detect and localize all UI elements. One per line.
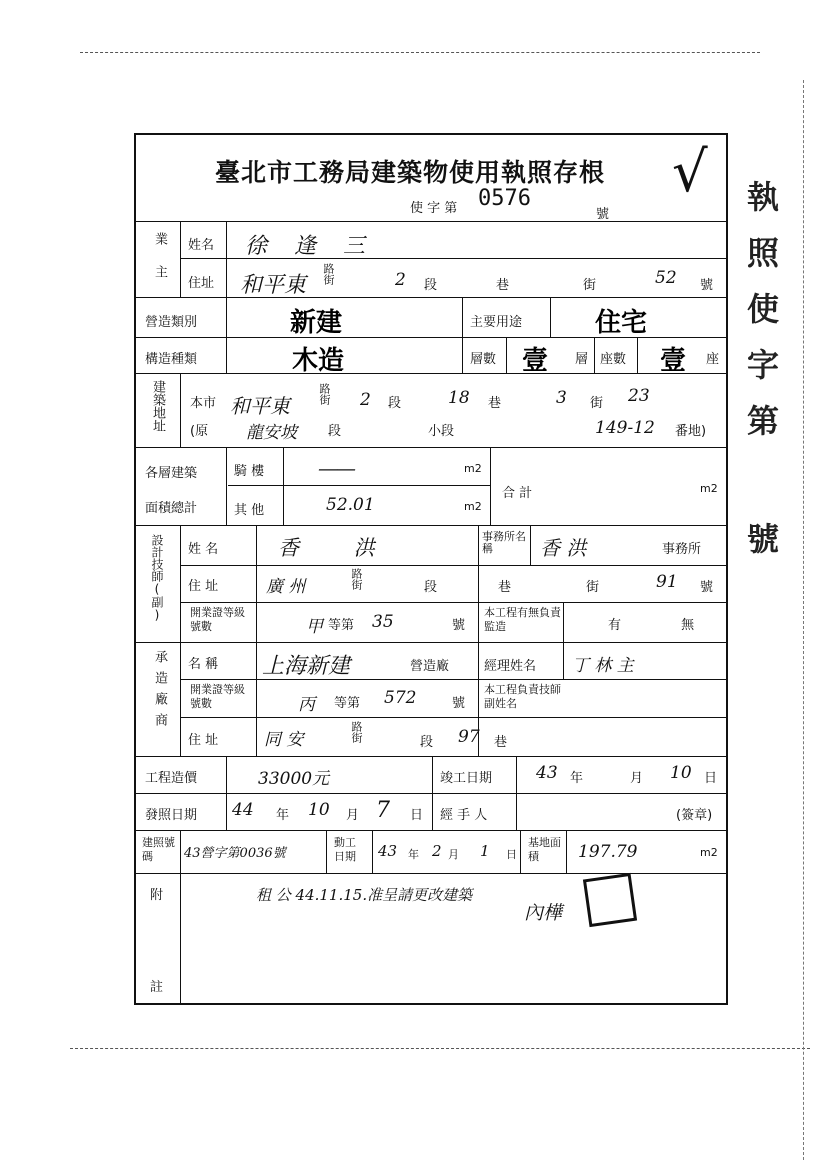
site-land-suffix: 番地) [675, 424, 707, 439]
designer-name: 香 洪 [278, 536, 399, 560]
designer-license-label: 開業證等級號數 [190, 606, 245, 633]
manager-name: 丁 林 主 [572, 656, 634, 676]
designer-addr-no: 91 [656, 572, 678, 592]
contractor-name-suffix: 營造廠 [410, 659, 450, 674]
official-stamp [583, 873, 637, 927]
owner-section-no: 2 [395, 270, 406, 290]
area-label-b: 面積總計 [145, 501, 198, 516]
designer-grade-text: 等第 [328, 618, 355, 633]
site-duan: 段 [388, 396, 402, 411]
permit-suffix: 號 [596, 207, 610, 222]
notes-label-top: 附 [150, 888, 164, 903]
other-value: 52.01 [326, 495, 375, 515]
start-year: 43 [378, 842, 398, 860]
permit-label: 使 字 第 [410, 201, 458, 216]
issue-month: 10 [308, 800, 330, 820]
site-xiang: 巷 [488, 396, 502, 411]
engineer-label: 本工程負責技師副姓名 [484, 683, 561, 710]
base-label: 基地面積 [528, 836, 561, 863]
arcade-label: 騎 樓 [234, 464, 265, 479]
contractor-license-label: 開業證等級號數 [190, 683, 245, 710]
designer-label: 設計技師(副) [150, 534, 164, 622]
issue-yue: 月 [346, 808, 360, 823]
site-land-no: 149-12 [595, 418, 655, 438]
designer-office-suffix: 事務所 [662, 542, 702, 557]
form-title: 臺北市工務局建築物使用執照存根 [215, 158, 606, 187]
floors-label: 層數 [470, 352, 497, 367]
contractor-addr-label: 住 址 [188, 733, 219, 748]
blocks-value: 壹 [660, 346, 687, 376]
site-alley: 3 [556, 388, 567, 408]
designer-license-no: 35 [372, 612, 394, 632]
handler-label: 經 手 人 [440, 808, 488, 823]
site-jie: 街 [590, 396, 604, 411]
owner-name-label: 姓名 [188, 238, 215, 253]
build-type-value: 新建 [290, 308, 343, 338]
designer-license-hao: 號 [452, 618, 466, 633]
permit-number: 0576 [478, 186, 531, 211]
scan-edge-bottom [70, 1048, 810, 1049]
contractor-name-label: 名 稱 [188, 657, 219, 672]
site-duan2: 段 [328, 424, 342, 439]
area-label-a: 各層建築 [145, 466, 198, 481]
total-label: 合 計 [502, 486, 533, 501]
issue-label: 發照日期 [145, 808, 198, 823]
designer-grade: 甲 [306, 617, 323, 637]
designer-jie: 街 [586, 580, 600, 595]
designer-road-label: 路街 [350, 568, 363, 590]
contractor-addr: 同 安 [264, 730, 304, 750]
owner-xiang: 巷 [496, 278, 510, 293]
build-permit-label: 建照號碼 [142, 836, 175, 863]
total-unit: m2 [700, 482, 718, 495]
issue-day: 7 [376, 798, 390, 823]
base-area: 197.79 [578, 842, 638, 862]
complete-nian: 年 [570, 771, 584, 786]
owner-hao: 號 [700, 278, 714, 293]
site-city: 本市 [190, 396, 217, 411]
build-permit-value: 43營字第0036號 [184, 846, 286, 861]
designer-hao: 號 [700, 580, 714, 595]
supervise-label: 本工程有無負責監造 [484, 606, 561, 633]
contractor-grade: 丙 [298, 695, 315, 715]
site-label: 建築地址 [150, 380, 165, 432]
cost-label: 工程造價 [145, 771, 198, 786]
designer-name-label: 姓 名 [188, 542, 219, 557]
seal-label: (簽章) [676, 808, 713, 823]
contractor-lane: 97 [458, 727, 480, 747]
designer-addr-label: 住 址 [188, 579, 219, 594]
site-orig-sec: 龍安坡 [246, 423, 297, 443]
issue-nian: 年 [276, 808, 290, 823]
site-street: 和平東 [230, 394, 290, 418]
base-unit: m2 [700, 846, 718, 859]
owner-duan: 段 [424, 278, 438, 293]
contractor-road-label: 路街 [350, 721, 363, 743]
site-number: 23 [628, 386, 650, 406]
designer-addr-city: 廣 州 [266, 577, 306, 597]
owner-road-label: 路街 [322, 263, 335, 285]
cost-value: 33000元 [258, 769, 330, 789]
floors-value: 壹 [522, 346, 549, 376]
notes-label-bottom: 註 [150, 980, 164, 995]
designer-office-label: 事務所名稱 [482, 530, 526, 555]
arcade-value: —— [318, 456, 354, 480]
main-use-value: 住宅 [595, 308, 648, 338]
site-section-no: 2 [360, 390, 371, 410]
side-bleed-text: 執照使字第 號 [742, 180, 780, 578]
complete-day: 10 [670, 763, 692, 783]
owner-section-label: 業主 [152, 232, 167, 298]
manager-label: 經理姓名 [484, 659, 537, 674]
build-type-label: 營造類別 [145, 315, 198, 330]
contractor-label: 承造廠商 [152, 650, 167, 734]
owner-jie: 街 [583, 278, 597, 293]
issue-ri: 日 [410, 808, 424, 823]
structure-label: 構造種類 [145, 352, 198, 367]
complete-year: 43 [536, 763, 558, 783]
supervise-value: 有 無 [608, 618, 723, 633]
contractor-grade-text: 等第 [334, 696, 361, 711]
contractor-xiang: 巷 [494, 735, 508, 750]
blocks-unit: 座 [706, 352, 720, 367]
start-month: 2 [432, 842, 442, 860]
contractor-license-no: 572 [384, 688, 417, 708]
site-lane: 18 [448, 388, 470, 408]
issue-year: 44 [232, 800, 254, 820]
arcade-unit: m2 [464, 462, 482, 475]
start-day: 1 [480, 842, 490, 860]
designer-office: 香 洪 [540, 536, 587, 560]
designer-duan: 段 [424, 580, 438, 595]
floors-unit: 層 [575, 352, 589, 367]
scan-edge-top [80, 52, 760, 53]
contractor-name: 上海新建 [262, 654, 351, 679]
blocks-label: 座數 [600, 352, 627, 367]
complete-yue: 月 [630, 771, 644, 786]
site-orig-open: (原 [190, 424, 209, 439]
other-label: 其 他 [234, 503, 265, 518]
site-road-label: 路街 [318, 383, 331, 405]
contractor-duan: 段 [420, 735, 434, 750]
structure-value: 木造 [292, 346, 345, 376]
start-nian: 年 [408, 848, 419, 861]
site-small-sec: 小段 [428, 424, 455, 439]
notes-signer: 內樺 [524, 902, 563, 924]
owner-addr-label: 住址 [188, 276, 215, 291]
complete-label: 竣工日期 [440, 771, 493, 786]
owner-name: 徐 逢 三 [245, 234, 375, 259]
check-mark: √ [672, 140, 708, 205]
start-yue: 月 [448, 848, 459, 861]
other-unit: m2 [464, 500, 482, 513]
start-ri: 日 [506, 848, 517, 861]
complete-ri: 日 [704, 771, 718, 786]
contractor-license-hao: 號 [452, 696, 466, 711]
owner-number: 52 [655, 268, 677, 288]
notes-text: 租 公 44.11.15.准呈請更改建築 [256, 886, 473, 904]
designer-xiang: 巷 [498, 580, 512, 595]
owner-street: 和平東 [240, 273, 307, 298]
scan-edge-right [803, 80, 804, 1160]
start-label: 動工日期 [334, 836, 356, 863]
main-use-label: 主要用途 [470, 315, 523, 330]
